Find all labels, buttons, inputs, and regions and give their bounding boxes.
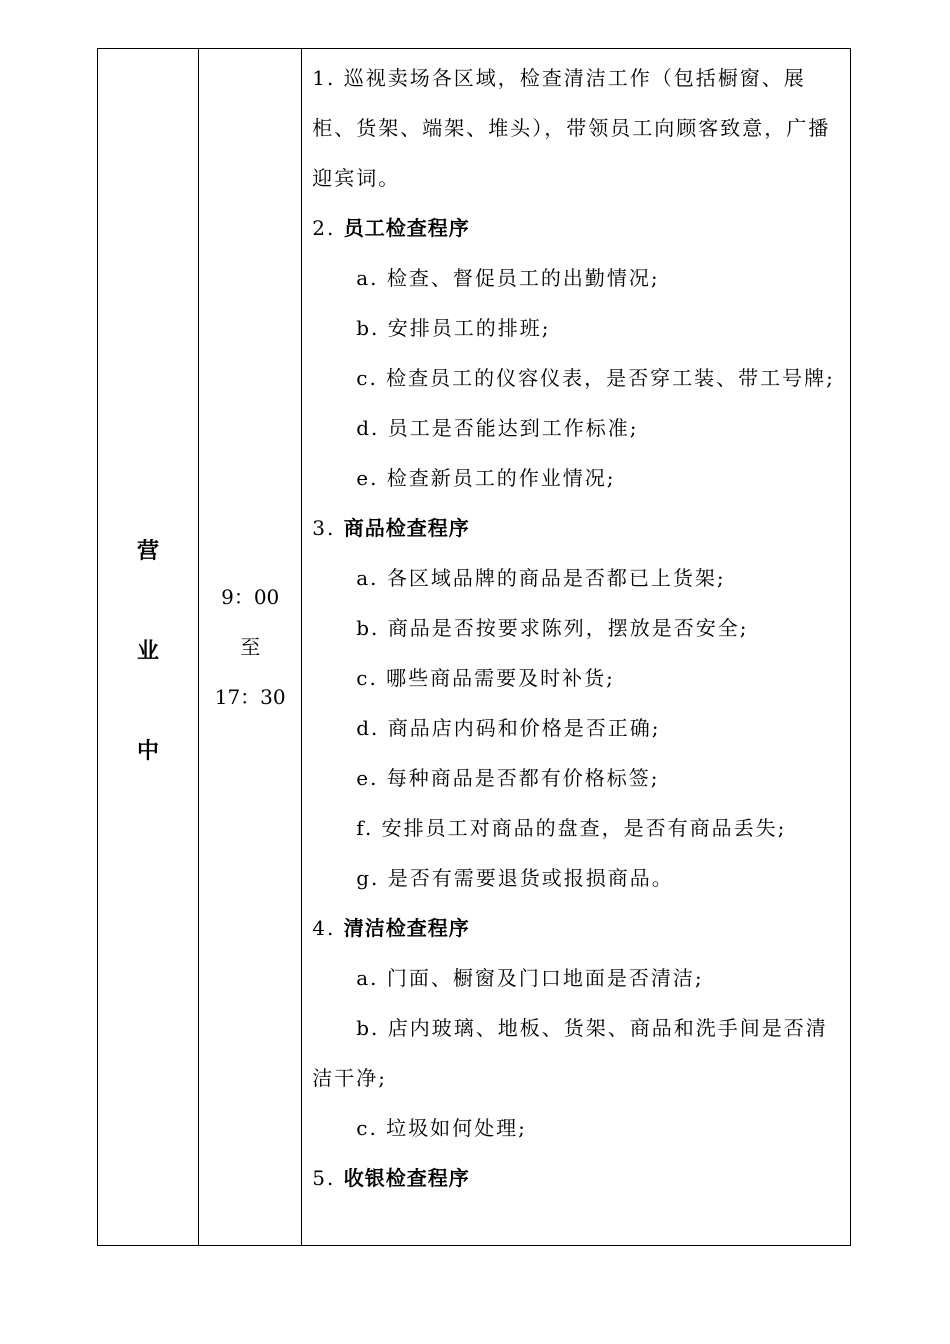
list-item: e. 每种商品是否都有价格标签; xyxy=(356,766,660,790)
list-item: d. 员工是否能达到工作标准; xyxy=(356,416,639,440)
list-item: a. 检查、督促员工的出勤情况; xyxy=(356,266,660,290)
phase-char: 业 xyxy=(137,639,160,664)
list-item: d. 商品店内码和价格是否正确; xyxy=(356,716,661,740)
phase-cell xyxy=(98,49,199,1246)
section-3-heading xyxy=(312,503,840,553)
time-start: 9：00 xyxy=(221,585,280,609)
list-item: a. 各区域品牌的商品是否都已上货架; xyxy=(356,566,726,590)
list-item: b. 店内玻璃、地板、货架、商品和洗手间是否清洁干净; xyxy=(312,1016,828,1090)
list-item: b. 安排员工的排班; xyxy=(356,316,551,340)
section-title: 收银检查程序 xyxy=(343,1166,470,1190)
time-separator: 至 xyxy=(240,635,261,659)
section-number: 3. xyxy=(312,516,344,540)
table-row xyxy=(98,49,851,1246)
section-4-heading xyxy=(312,903,840,953)
list-item: e. 检查新员工的作业情况; xyxy=(356,466,616,490)
content-cell xyxy=(302,49,851,1246)
section-number: 4. xyxy=(312,916,344,940)
section-number: 5. xyxy=(312,1166,344,1190)
phase-char: 中 xyxy=(137,739,160,764)
list-item: c. 检查员工的仪容仪表，是否穿工装、带工号牌; xyxy=(356,366,835,390)
list-item: g. 是否有需要退货或报损商品。 xyxy=(356,866,674,890)
list-item: c. 垃圾如何处理; xyxy=(356,1116,527,1140)
section-number: 2. xyxy=(312,216,344,240)
section-title: 员工检查程序 xyxy=(343,216,470,240)
time-cell xyxy=(199,49,302,1246)
phase-char: 营 xyxy=(137,539,160,564)
section-title: 清洁检查程序 xyxy=(343,916,470,940)
time-end: 17：30 xyxy=(214,685,286,709)
item-1-text: 1. 巡视卖场各区域，检查清洁工作（包括橱窗、展柜、货架、端架、堆头），带领员工向顾客致意，广播迎宾词。 xyxy=(312,66,831,190)
list-item: c. 哪些商品需要及时补货; xyxy=(356,666,615,690)
section-2-heading xyxy=(312,203,840,253)
section-title: 商品检查程序 xyxy=(343,516,470,540)
section-5-heading xyxy=(312,1153,840,1203)
schedule-table xyxy=(97,48,851,1246)
list-item: f. 安排员工对商品的盘查，是否有商品丢失; xyxy=(356,816,787,840)
list-item: a. 门面、橱窗及门口地面是否清洁; xyxy=(356,966,704,990)
list-item: b. 商品是否按要求陈列，摆放是否安全; xyxy=(356,616,749,640)
